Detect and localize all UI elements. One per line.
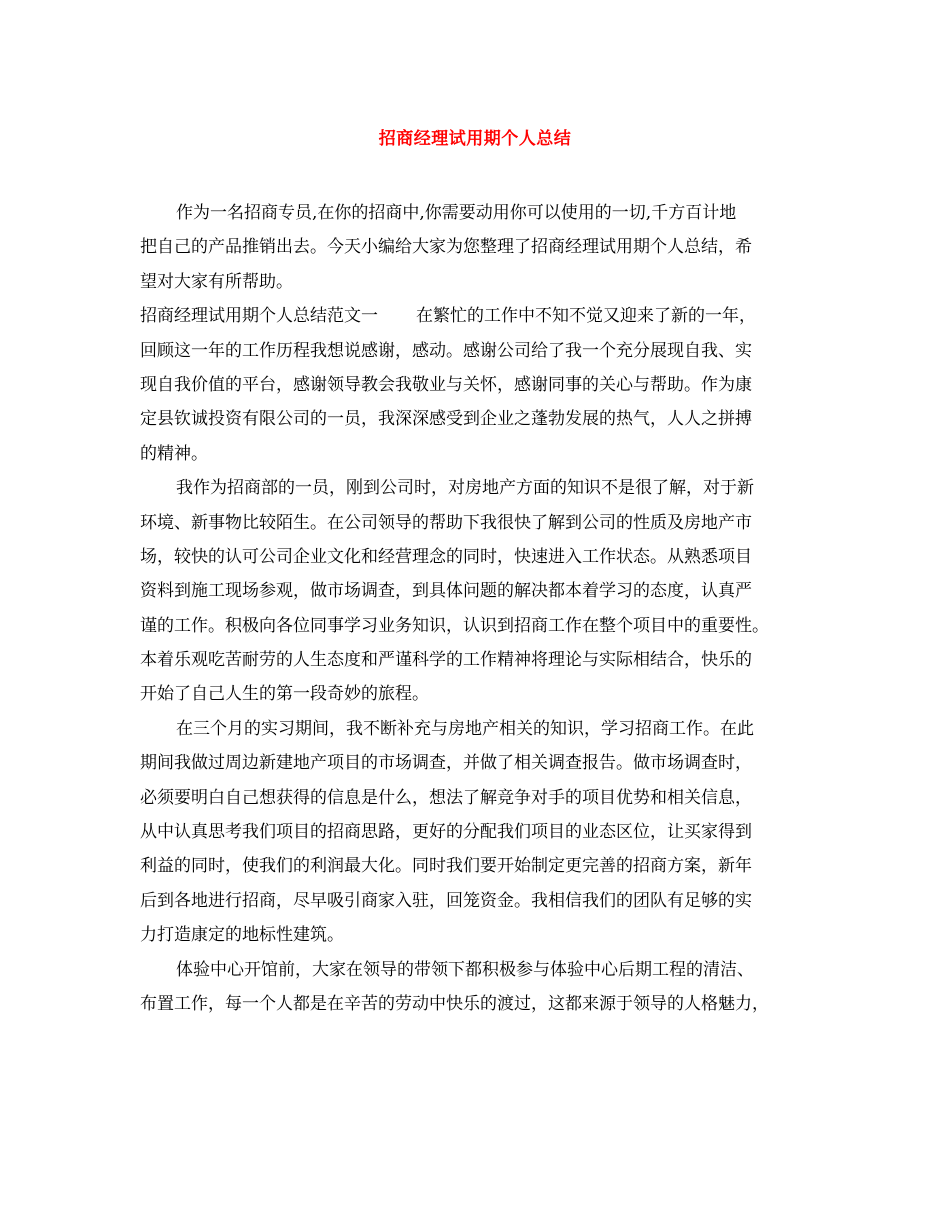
paragraph-line: 开始了自己人生的第一段奇妙的旅程。 xyxy=(140,684,429,705)
section-line: 现自我价值的平台，感谢领导教会我敬业与关怀，感谢同事的关心与帮助。作为康 xyxy=(140,374,752,395)
paragraph-line: 场，较快的认可公司企业文化和经营理念的同时，快速进入工作状态。从熟悉项目 xyxy=(140,546,752,567)
paragraph-line: 在三个月的实习期间，我不断补充与房地产相关的知识，学习招商工作。在此 xyxy=(176,718,754,739)
paragraph-line: 本着乐观吃苦耐劳的人生态度和严谨科学的工作精神将理论与实际相结合，快乐的 xyxy=(140,650,752,671)
section-line: 在繁忙的工作中不知不觉又迎来了新的一年， xyxy=(416,306,756,327)
section-heading: 招商经理试用期个人总结范文一 xyxy=(140,306,378,327)
paragraph-line: 期间我做过周边新建地产项目的市场调查，并做了相关调查报告。做市场调查时， xyxy=(140,753,752,774)
section-line: 定县钦诚投资有限公司的一员，我深深感受到企业之蓬勃发展的热气，人人之拼搏 xyxy=(140,409,752,430)
paragraph-line: 谨的工作。积极向各位同事学习业务知识，认识到招商工作在整个项目中的重要性。 xyxy=(140,615,769,636)
section-line: 回顾这一年的工作历程我想说感谢，感动。感谢公司给了我一个充分展现自我、实 xyxy=(140,340,752,361)
body-paragraph xyxy=(140,712,816,953)
section-line: 的精神。 xyxy=(140,443,208,464)
paragraph-line: 后到各地进行招商，尽早吸引商家入驻，回笼资金。我相信我们的团队有足够的实 xyxy=(140,890,752,911)
section-paragraph xyxy=(140,299,816,471)
paragraph-line: 力打造康定的地标性建筑。 xyxy=(140,925,344,946)
section-first-line xyxy=(140,299,816,333)
paragraph-line: 体验中心开馆前，大家在领导的带领下都积极参与体验中心后期工程的清洁、 xyxy=(176,959,754,980)
document-body xyxy=(140,196,816,1021)
body-paragraph xyxy=(140,953,816,1022)
intro-line: 作为一名招商专员,在你的招商中,你需要动用你可以使用的一切,千方百计地 xyxy=(176,203,737,223)
paragraph-line: 资料到施工现场参观，做市场调查，到具体问题的解决都本着学习的态度，认真严 xyxy=(140,581,752,602)
paragraph-line: 布置工作，每一个人都是在辛苦的劳动中快乐的渡过，这都来源于领导的人格魅力， xyxy=(140,993,769,1014)
paragraph-line: 从中认真思考我们项目的招商思路，更好的分配我们项目的业态区位，让买家得到 xyxy=(140,822,752,843)
intro-line: 望对大家有所帮助。 xyxy=(140,271,293,292)
body-paragraph xyxy=(140,471,816,712)
paragraph-line: 利益的同时，使我们的利润最大化。同时我们要开始制定更完善的招商方案，新年 xyxy=(140,856,752,877)
paragraph-line: 我作为招商部的一员，刚到公司时，对房地产方面的知识不是很了解，对于新 xyxy=(176,478,754,499)
paragraph-line: 必须要明白自己想获得的信息是什么，想法了解竞争对手的项目优势和相关信息， xyxy=(140,787,752,808)
intro-paragraph xyxy=(140,196,816,299)
paragraph-line: 环境、新事物比较陌生。在公司领导的帮助下我很快了解到公司的性质及房地产市 xyxy=(140,512,752,533)
intro-line: 把自己的产品推销出去。今天小编给大家为您整理了招商经理试用期个人总结，希 xyxy=(140,237,752,258)
document-title: 招商经理试用期个人总结 xyxy=(378,129,572,149)
